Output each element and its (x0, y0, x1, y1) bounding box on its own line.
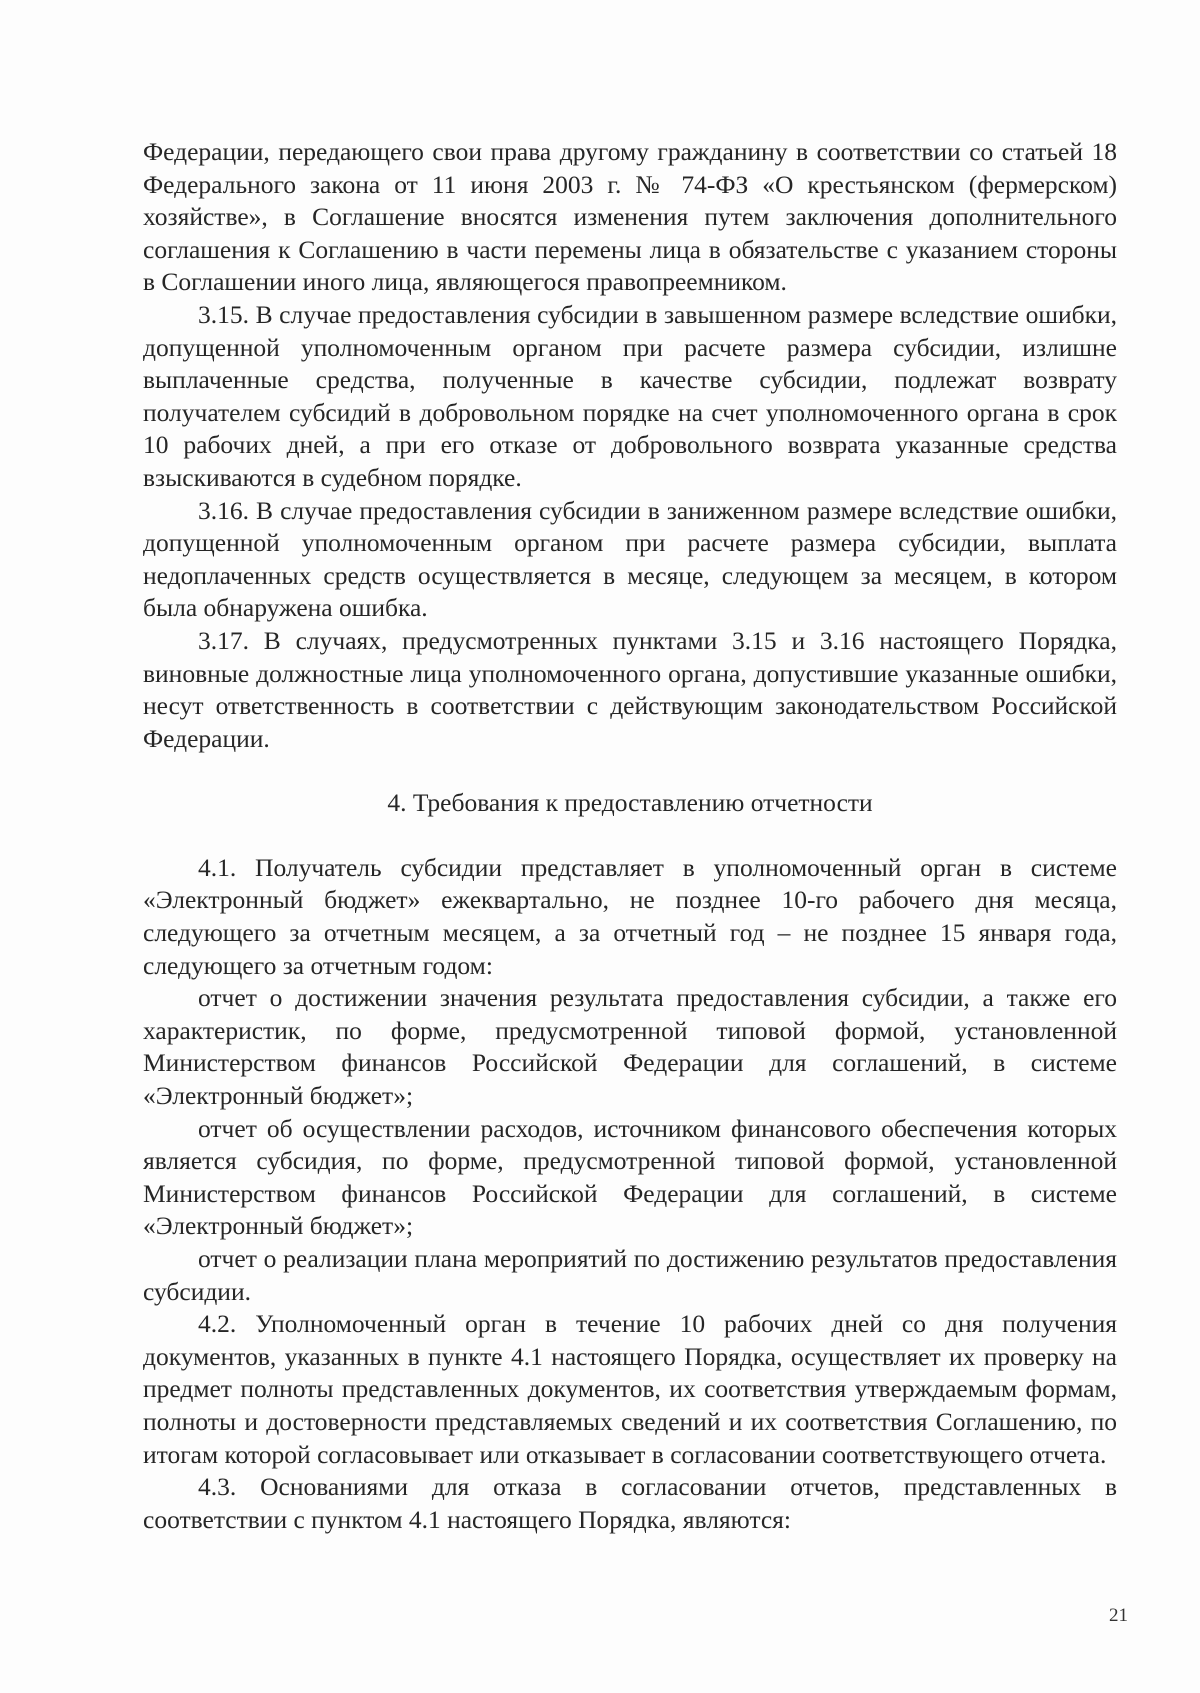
paragraph-3-15: 3.15. В случае предоставления субсидии в завышенном размере вследствие ошибки, допущенной уполномоченным органом при расчете размера субсидии, излишне выплаченные средства, полученные в качестве субсидии, подлежат возврату получателем субсидий в добровольном порядке на счет уполномоченного органа в срок 10 рабочих дней, а при его отказе от добровольного возврата указанные средства взыскиваются в судебном порядке. (143, 299, 1117, 492)
paragraph-4-2: 4.2. Уполномоченный орган в течение 10 рабочих дней со дня получения документов, указанных в пункте 4.1 настоящего Порядка, осуществляет их проверку на предмет полноты представленных документов, их соответствия утверждаемым формам, полноты и достоверности представляемых сведений и их соответствия Соглашению, по итогам которой согласовывает или отказывает в согласовании соответствующего отчета. (143, 1309, 1117, 1469)
paragraph-3-16: 3.16. В случае предоставления субсидии в заниженном размере вследствие ошибки, допущенной уполномоченным органом при расчете размера субсидии, выплата недоплаченных средств осуществляется в месяце, следующем за месяцем, в котором была обнаружена ошибка. (143, 495, 1117, 623)
list-item-report-result: отчет о достижении значения результата предоставления субсидии, а также его характеристик, по форме, предусмотренной типовой формой, установленной Министерством финансов Российской Федерации для соглашений, в системе «Электронный бюджет»; (143, 983, 1117, 1111)
list-item-report-expenses: отчет об осуществлении расходов, источником финансового обеспечения которых является субсидия, по форме, предусмотренной типовой формой, установленной Министерством финансов Российской Федерации для соглашений, в системе «Электронный бюджет»; (143, 1113, 1117, 1241)
paragraph-continuation: Федерации, передающего свои права другому гражданину в соответствии со статьей 18 Федерального закона от 11 июня 2003 г. № 74-ФЗ «О крестьянском (фермерском) хозяйстве», в Соглашение вносятся изменения путем заключения дополнительного соглашения к Соглашению в части перемены лица в обязательстве с указанием стороны в Соглашении иного лица, являющегося правопреемником. (143, 137, 1117, 297)
paragraph-4-3: 4.3. Основаниями для отказа в согласовании отчетов, представленных в соответствии с пунктом 4.1 настоящего Порядка, являются: (143, 1472, 1117, 1534)
paragraph-3-17: 3.17. В случаях, предусмотренных пунктами 3.15 и 3.16 настоящего Порядка, виновные должностные лица уполномоченного органа, допустившие указанные ошибки, несут ответственность в соответствии с действующим законодательством Российской Федерации. (143, 625, 1117, 753)
paragraph-4-1: 4.1. Получатель субсидии представляет в уполномоченный орган в системе «Электронный бюджет» ежеквартально, не позднее 10-го рабочего дня месяца, следующего за отчетным месяцем, а за отчетный год – не позднее 15 января года, следующего за отчетным годом: (143, 852, 1117, 980)
list-item-report-plan: отчет о реализации плана мероприятий по достижению результатов предоставления субсидии. (143, 1244, 1117, 1306)
document-body (143, 136, 1117, 1536)
page-number: 21 (1109, 1605, 1128, 1626)
section-heading: 4. Требования к предоставлению отчетности (387, 788, 873, 818)
